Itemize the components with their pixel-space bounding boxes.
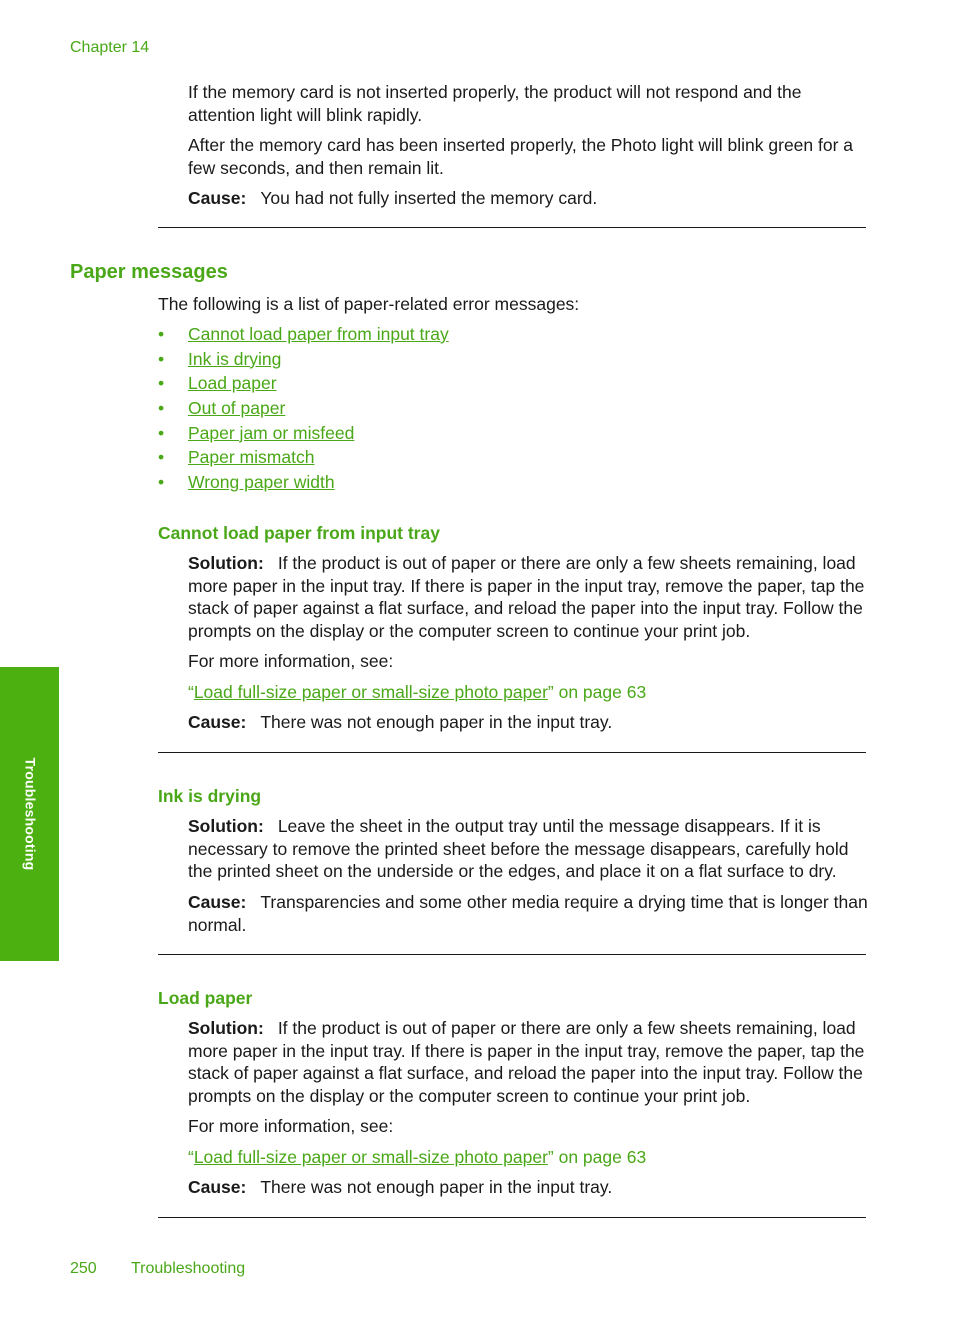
side-tab-label: Troubleshooting bbox=[21, 757, 38, 871]
solution-label: Solution: bbox=[188, 816, 264, 836]
solution-label: Solution: bbox=[188, 1018, 264, 1038]
section-divider bbox=[158, 752, 866, 753]
link-load-paper[interactable]: Load paper bbox=[188, 373, 277, 394]
section-divider bbox=[158, 954, 866, 955]
memory-card-paragraph-1: If the memory card is not inserted properly, the product will not respond and the attention light will blink rapidly. bbox=[188, 82, 802, 125]
load-paper-heading: Load paper bbox=[158, 988, 253, 1008]
ink-drying-heading: Ink is drying bbox=[158, 786, 262, 806]
cause-text: You had not fully inserted the memory card. bbox=[260, 188, 598, 208]
cannot-load-more-info: For more information, see: bbox=[188, 651, 394, 671]
link-cannot-load-paper[interactable]: Cannot load paper from input tray bbox=[188, 324, 449, 344]
solution-text: If the product is out of paper or there are only a few sheets remaining, load more paper in the input tray. If there is paper in the input tray, remove the paper, tap the stack of paper against a flat surface, and reload the paper into the input tray. Follow the prompts on the display or the computer screen to continue your print job. bbox=[188, 553, 865, 641]
load-paper-solution bbox=[188, 1017, 868, 1107]
section-divider bbox=[158, 1217, 866, 1218]
memory-card-cause bbox=[188, 187, 868, 210]
load-paper-more-info: For more information, see: bbox=[188, 1116, 394, 1136]
quote-open: “ bbox=[188, 1147, 194, 1167]
load-paper-cause bbox=[188, 1176, 868, 1199]
footer-section-title: Troubleshooting bbox=[131, 1260, 246, 1277]
paper-messages-heading: Paper messages bbox=[70, 261, 228, 283]
cannot-load-solution bbox=[188, 552, 868, 642]
ink-drying-cause bbox=[188, 891, 868, 936]
cause-label: Cause: bbox=[188, 188, 247, 208]
quote-open: “ bbox=[188, 682, 194, 702]
bullet-icon: • bbox=[158, 422, 165, 443]
cannot-load-cause bbox=[188, 711, 868, 734]
bullet-icon: • bbox=[158, 373, 165, 394]
cannot-load-heading: Cannot load paper from input tray bbox=[158, 523, 440, 543]
page-number: 250 bbox=[70, 1260, 97, 1277]
cause-text: Transparencies and some other media require a drying time that is longer than normal. bbox=[188, 892, 868, 935]
bullet-icon: • bbox=[158, 447, 165, 468]
link-out-of-paper[interactable]: Out of paper bbox=[188, 398, 286, 419]
memory-card-paragraph-2: After the memory card has been inserted properly, the Photo light will blink green for a few seconds, and then remain lit. bbox=[188, 135, 854, 178]
section-divider bbox=[158, 227, 866, 228]
solution-text: Leave the sheet in the output tray until the message disappears. If it is necessary to remove the printed sheet before the message disappears, carefully hold the printed sheet on the underside or the edges, and place it on a flat surface to dry. bbox=[188, 816, 849, 881]
solution-text: If the product is out of paper or there are only a few sheets remaining, load more paper in the input tray. If there is paper in the input tray, remove the paper, tap the stack of paper against a flat surface, and reload the paper into the input tray. Follow the prompts on the display or the computer screen to continue your print job. bbox=[188, 1018, 865, 1106]
bullet-icon: • bbox=[158, 348, 165, 369]
cause-label: Cause: bbox=[188, 712, 247, 732]
cause-text: There was not enough paper in the input tray. bbox=[260, 1177, 613, 1197]
link-ink-is-drying[interactable]: Ink is drying bbox=[188, 348, 282, 369]
side-section-tab bbox=[0, 667, 59, 961]
link-wrong-paper-width[interactable]: Wrong paper width bbox=[188, 472, 335, 493]
link-paper-jam[interactable]: Paper jam or misfeed bbox=[188, 422, 355, 443]
solution-label: Solution: bbox=[188, 553, 264, 573]
cause-text: There was not enough paper in the input tray. bbox=[260, 712, 613, 732]
cause-label: Cause: bbox=[188, 892, 247, 912]
bullet-icon: • bbox=[158, 324, 165, 344]
page-reference: ” on page 63 bbox=[547, 1147, 647, 1167]
load-paper-reference bbox=[188, 1146, 868, 1169]
paper-messages-intro: The following is a list of paper-related error messages: bbox=[158, 294, 580, 314]
cause-label: Cause: bbox=[188, 1177, 247, 1197]
ink-drying-solution bbox=[188, 815, 868, 883]
chapter-header: Chapter 14 bbox=[70, 39, 150, 56]
load-paper-reference-link[interactable]: Load full-size paper or small-size photo paper bbox=[193, 682, 548, 702]
bullet-icon: • bbox=[158, 398, 165, 419]
page-reference: ” on page 63 bbox=[547, 682, 647, 702]
load-paper-reference-link[interactable]: Load full-size paper or small-size photo paper bbox=[193, 1147, 548, 1167]
cannot-load-reference bbox=[188, 681, 868, 704]
link-paper-mismatch[interactable]: Paper mismatch bbox=[188, 447, 315, 468]
bullet-icon: • bbox=[158, 472, 165, 493]
